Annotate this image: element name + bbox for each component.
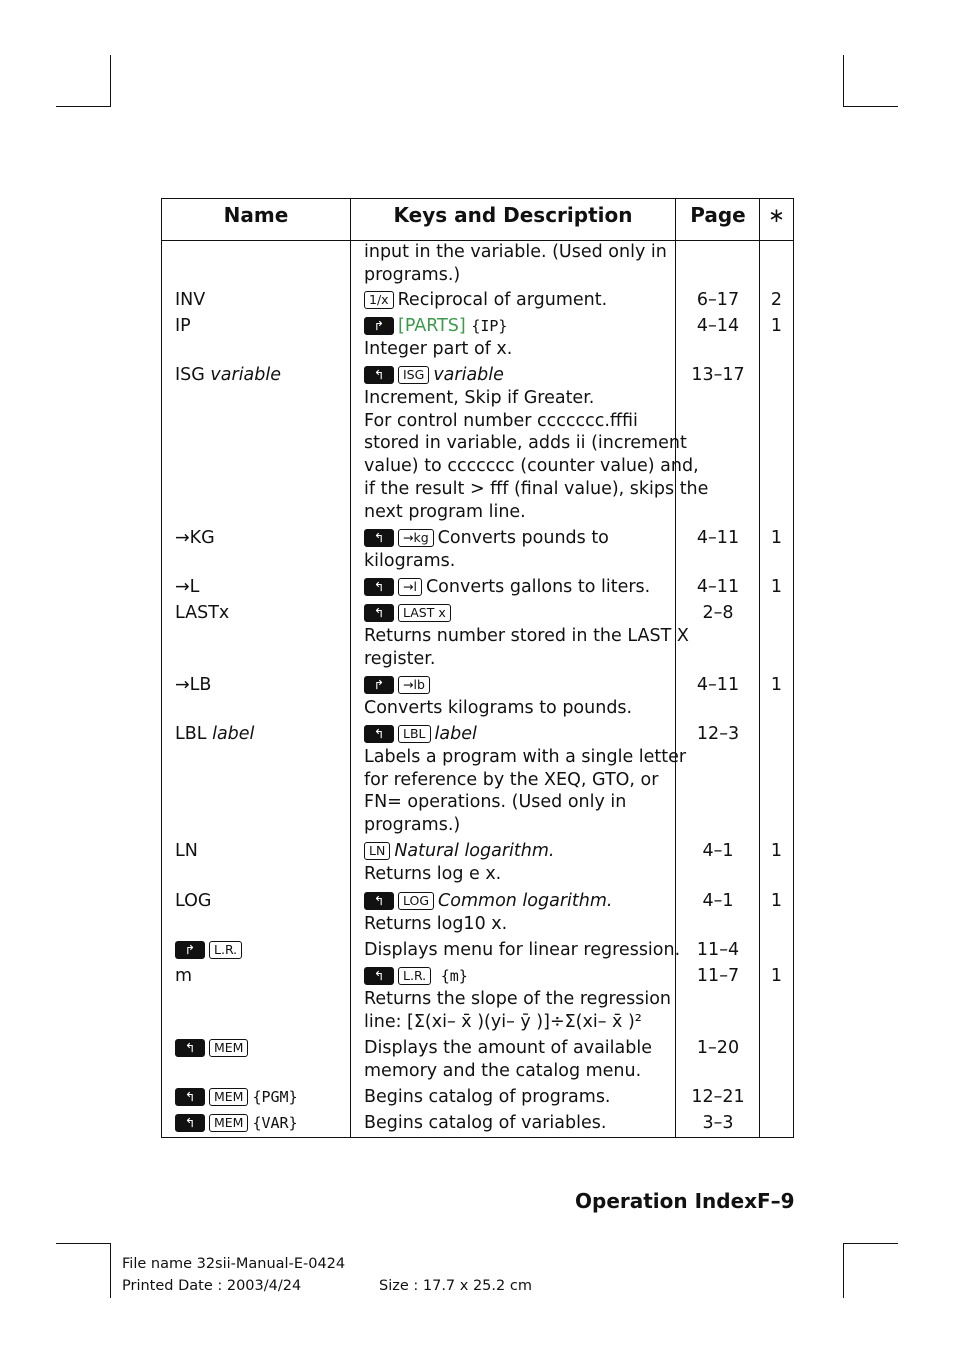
crop-mark xyxy=(110,1243,111,1298)
entry-page: 6–17 xyxy=(696,290,740,310)
header-page: Page xyxy=(690,203,746,227)
calculator-key-icon: L.R. xyxy=(209,941,242,959)
entry-page: 4–14 xyxy=(696,316,740,336)
entry-name-text: m xyxy=(175,966,193,986)
key-line xyxy=(364,602,676,625)
entry-page: 3–3 xyxy=(702,1113,734,1133)
entry-description xyxy=(364,840,676,886)
entry-name-text: →L xyxy=(175,577,200,597)
entry-name-text: INV xyxy=(175,290,206,310)
description-line: line: [Σ(xi– x̄ )(yi– ȳ )]÷Σ(xi– x̄ )² xyxy=(364,1011,642,1032)
description-line: value) to ccccccc (counter value) and, xyxy=(364,456,699,477)
entry-description xyxy=(364,241,676,287)
entry-name-text: →LB xyxy=(175,675,212,695)
description-line: Displays menu for linear regression. xyxy=(364,940,681,960)
left-shift-key-icon: ↰ xyxy=(364,725,394,743)
menu-label: {VAR} xyxy=(252,1114,298,1132)
entry-description xyxy=(364,890,676,936)
entry-page: 13–17 xyxy=(691,365,745,385)
entry-asterisk: 2 xyxy=(770,290,783,310)
operation-index-table xyxy=(161,198,794,1138)
entry-name xyxy=(175,890,350,913)
calculator-key-icon: MEM xyxy=(209,1039,248,1057)
key-line xyxy=(364,965,676,988)
entry-page: 4–11 xyxy=(696,675,740,695)
left-shift-key-icon: ↰ xyxy=(364,604,394,622)
entry-name-text: LN xyxy=(175,841,198,861)
description-line: kilograms. xyxy=(364,550,456,571)
entry-page: 4–11 xyxy=(696,577,740,597)
entry-name-text: LBL xyxy=(175,724,207,744)
calculator-key-icon: →lb xyxy=(398,676,430,694)
crop-mark xyxy=(843,1243,844,1298)
right-shift-key-icon: ↱ xyxy=(364,317,394,335)
calculator-key-icon: L.R. xyxy=(398,967,431,985)
key-line xyxy=(364,315,676,338)
meta-printed-date: Printed Date : 2003/4/24 xyxy=(122,1278,302,1294)
description-line: Displays the amount of available xyxy=(364,1038,652,1058)
entry-page: 2–8 xyxy=(702,603,734,623)
description-line: Increment, Skip if Greater. xyxy=(364,387,595,408)
calculator-key-icon: MEM xyxy=(209,1114,248,1132)
entry-description xyxy=(364,315,676,361)
menu-label: {IP} xyxy=(471,317,508,335)
entry-description xyxy=(364,364,709,524)
key-line xyxy=(364,890,676,913)
description-line: input in the variable. (Used only in xyxy=(364,242,667,262)
description-line: if the result > fff (final value), skips the xyxy=(364,478,709,499)
description-line: programs.) xyxy=(364,264,461,285)
left-shift-key-icon: ↰ xyxy=(364,578,394,596)
entry-name-text: LOG xyxy=(175,891,212,911)
description-line: register. xyxy=(364,648,436,669)
entry-page: 11–4 xyxy=(696,940,740,960)
entry-page: 12–3 xyxy=(696,724,740,744)
entry-name xyxy=(175,723,350,746)
description-line: Begins catalog of programs. xyxy=(364,1087,611,1107)
entry-name xyxy=(175,1112,350,1135)
entry-description xyxy=(364,1037,676,1083)
right-shift-key-icon: ↱ xyxy=(175,941,205,959)
left-shift-key-icon: ↰ xyxy=(364,529,394,547)
entry-name-param: variable xyxy=(210,365,282,385)
entry-asterisk: 1 xyxy=(770,528,783,548)
crop-mark xyxy=(843,55,844,107)
key-line xyxy=(364,364,676,387)
left-shift-key-icon: ↰ xyxy=(364,892,394,910)
meta-file-name: File name 32sii-Manual-E-0424 xyxy=(122,1256,346,1272)
entry-asterisk: 1 xyxy=(770,841,783,861)
description-line: for reference by the XEQ, GTO, or xyxy=(364,769,659,790)
entry-name xyxy=(175,939,350,962)
left-shift-key-icon: ↰ xyxy=(175,1088,205,1106)
entry-page: 11–7 xyxy=(696,966,740,986)
description-line: For control number ccccccc.fffii xyxy=(364,410,638,431)
header-asterisk: ∗ xyxy=(768,203,785,227)
entry-description xyxy=(364,289,676,312)
header-desc: Keys and Description xyxy=(393,203,633,227)
entry-name-text: ISG xyxy=(175,365,205,385)
entry-name xyxy=(175,1037,350,1060)
crop-mark xyxy=(56,106,111,107)
entry-name xyxy=(175,1086,350,1109)
entry-description xyxy=(364,939,681,962)
entry-description xyxy=(364,723,687,837)
calculator-key-icon: LN xyxy=(364,842,390,860)
menu-label: {m} xyxy=(440,967,468,985)
calculator-key-icon: LOG xyxy=(398,892,434,910)
entry-name xyxy=(175,289,350,312)
description-line: FN= operations. (Used only in xyxy=(364,792,627,813)
description-line: Returns the slope of the regression xyxy=(364,988,672,1009)
left-shift-key-icon: ↰ xyxy=(175,1114,205,1132)
description-line: Begins catalog of variables. xyxy=(364,1113,607,1133)
key-line xyxy=(364,723,676,746)
key-line xyxy=(364,576,676,599)
crop-mark xyxy=(110,55,111,107)
entry-page: 1–20 xyxy=(696,1038,740,1058)
key-param: variable xyxy=(433,365,504,385)
key-line xyxy=(364,840,676,863)
entry-page: 4–1 xyxy=(702,841,734,861)
left-shift-key-icon: ↰ xyxy=(175,1039,205,1057)
entry-description xyxy=(364,527,676,573)
crop-mark xyxy=(843,106,898,107)
calculator-key-icon: LAST x xyxy=(398,604,451,622)
description-line: stored in variable, adds ii (increment xyxy=(364,433,687,454)
entry-name xyxy=(175,315,350,338)
left-shift-key-icon: ↰ xyxy=(364,967,394,985)
entry-name xyxy=(175,674,350,697)
calculator-key-icon: ISG xyxy=(398,366,429,384)
description-line: Returns number stored in the LAST X xyxy=(364,625,689,646)
entry-description xyxy=(364,576,676,599)
entry-name xyxy=(175,576,350,599)
menu-label-green: [PARTS] xyxy=(398,316,466,336)
description-line: Returns log e x. xyxy=(364,863,502,884)
calculator-key-icon: LBL xyxy=(398,725,431,743)
calculator-key-icon: 1/x xyxy=(364,291,394,309)
crop-mark xyxy=(843,1243,898,1244)
description-text: Converts pounds to xyxy=(437,528,609,548)
description-line: programs.) xyxy=(364,815,461,836)
entry-description xyxy=(364,965,676,1033)
header-name: Name xyxy=(223,203,289,227)
footer-title: Operation Index xyxy=(575,1189,758,1213)
description-text: Converts gallons to liters. xyxy=(425,577,651,597)
description-line: Integer part of x. xyxy=(364,338,513,359)
entry-name xyxy=(175,527,350,550)
key-line xyxy=(364,674,676,697)
description-line: memory and the catalog menu. xyxy=(364,1060,642,1081)
entry-description xyxy=(364,1112,676,1135)
entry-name-text: IP xyxy=(175,316,191,336)
entry-asterisk: 1 xyxy=(770,316,783,336)
key-line xyxy=(364,527,676,550)
entry-asterisk: 1 xyxy=(770,675,783,695)
entry-name-param: label xyxy=(212,724,255,744)
column-divider xyxy=(350,199,351,1137)
right-shift-key-icon: ↱ xyxy=(364,676,394,694)
entry-description xyxy=(364,602,689,670)
description-line: next program line. xyxy=(364,501,526,522)
entry-description xyxy=(364,1086,676,1109)
entry-name-text: →KG xyxy=(175,528,215,548)
entry-name xyxy=(175,364,350,387)
description-line: Labels a program with a single letter xyxy=(364,746,687,767)
entry-name xyxy=(175,965,350,988)
entry-name xyxy=(175,840,350,863)
entry-page: 4–1 xyxy=(702,891,734,911)
calculator-key-icon: →l xyxy=(398,578,422,596)
description-text: Reciprocal of argument. xyxy=(397,290,608,310)
entry-name xyxy=(175,602,350,625)
description-line: Converts kilograms to pounds. xyxy=(364,697,633,718)
calculator-key-icon: →kg xyxy=(398,529,434,547)
entry-description xyxy=(364,674,676,720)
column-divider xyxy=(759,199,760,1137)
entry-page: 4–11 xyxy=(696,528,740,548)
meta-size: Size : 17.7 x 25.2 cm xyxy=(379,1278,532,1294)
calculator-key-icon: MEM xyxy=(209,1088,248,1106)
entry-asterisk: 1 xyxy=(770,891,783,911)
left-shift-key-icon: ↰ xyxy=(364,366,394,384)
description-text: Natural logarithm. xyxy=(394,841,555,861)
footer-page-number: F–9 xyxy=(757,1189,795,1213)
entry-asterisk: 1 xyxy=(770,577,783,597)
key-param: label xyxy=(434,724,477,744)
key-line xyxy=(364,289,676,312)
entry-page: 12–21 xyxy=(691,1087,745,1107)
description-text: Common logarithm. xyxy=(438,891,613,911)
entry-asterisk: 1 xyxy=(770,966,783,986)
table-header xyxy=(162,199,793,241)
entry-name-text: LASTx xyxy=(175,603,230,623)
menu-label: {PGM} xyxy=(252,1088,298,1106)
crop-mark xyxy=(56,1243,111,1244)
description-line: Returns log10 x. xyxy=(364,913,508,934)
